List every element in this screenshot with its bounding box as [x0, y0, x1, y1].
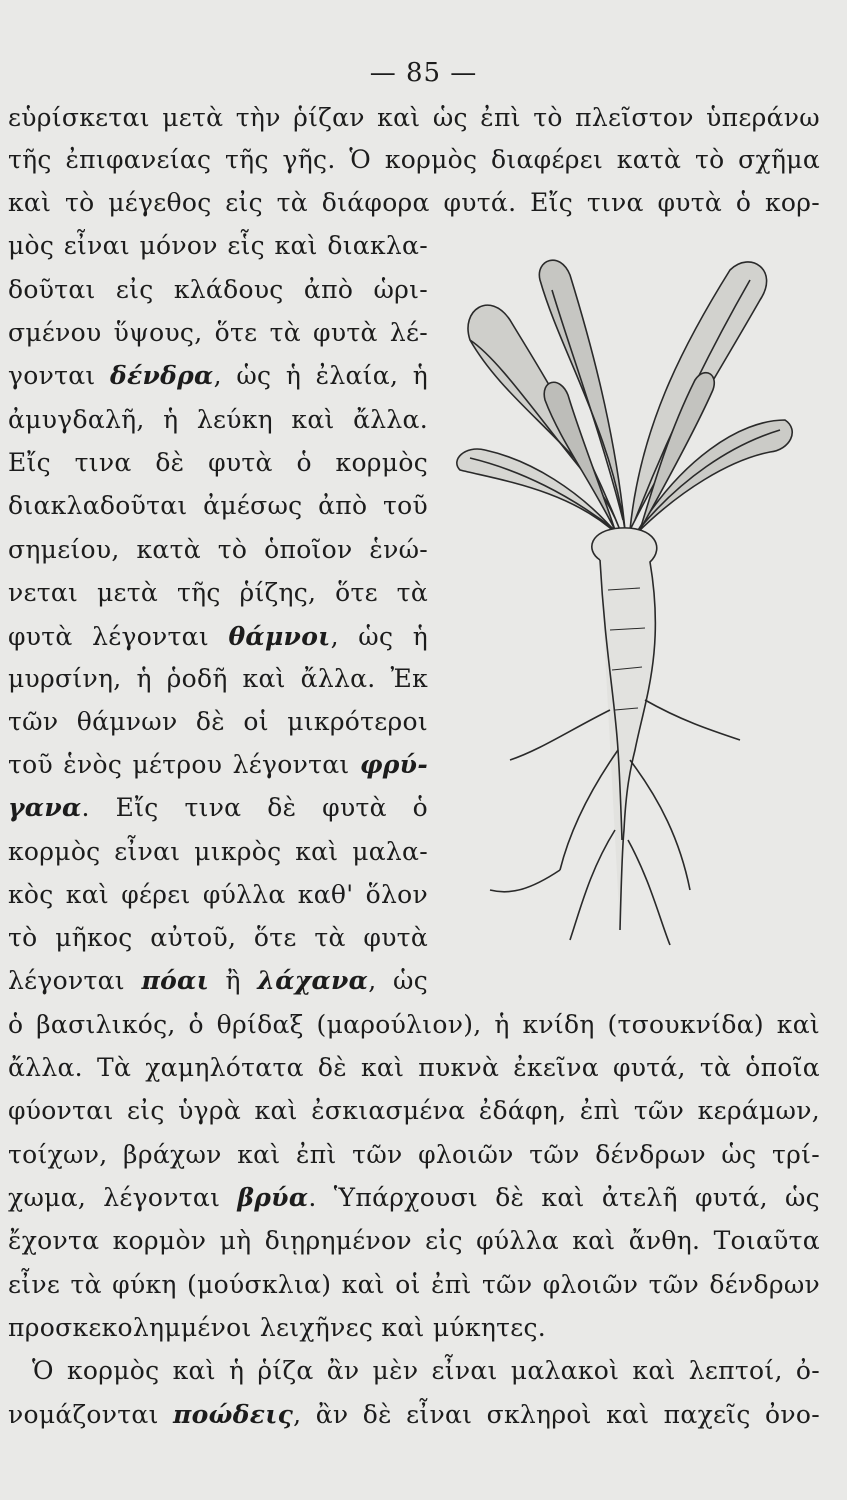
text-segment: τοῦ ἑνὸς μέτρου λέγονται: [8, 750, 360, 779]
text-segment: τῆς ἐπιφανείας τῆς γῆς. Ὁ κορμὸς διαφέρει κατὰ τὸ σχῆμα: [8, 145, 820, 174]
text-line: [8, 318, 428, 348]
text-segment: ἀμυγδαλῆ, ἡ λεύκη καὶ ἄλλα.: [8, 405, 428, 434]
text-segment: λέγονται: [8, 966, 142, 995]
text-line: [8, 793, 428, 823]
emphasized-term: πόαι: [141, 966, 209, 995]
text-segment: εἶνε τὰ φύκη (μούσκλια) καὶ οἱ ἐπὶ τῶν φλοιῶν τῶν δένδρων: [8, 1270, 820, 1299]
text-line: [8, 664, 428, 694]
text-segment: προσκεκολημμένοι λειχῆνες καὶ μύκητες.: [8, 1313, 547, 1342]
text-segment: κὸς καὶ φέρει φύλλα καθ' ὅλον: [8, 880, 428, 909]
text-line: [8, 1140, 820, 1170]
emphasized-term: θάμνοι: [228, 622, 331, 651]
emphasized-term: φρύ-: [359, 750, 428, 779]
text-line: [8, 405, 428, 435]
emphasized-term: ποώδεις: [173, 1400, 294, 1429]
text-line: [8, 837, 428, 867]
text-segment: ὁ βασιλικός, ὁ θρίδαξ (μαρούλιον), ἡ κνίδη (τσουκνίδα) καὶ: [8, 1010, 820, 1039]
text-line: [8, 880, 428, 910]
text-segment: νομάζονται: [8, 1400, 174, 1429]
text-segment: ἔχοντα κορμὸν μὴ διῃρημένον εἰς φύλλα καὶ ἄνθη. Τοιαῦτα: [8, 1226, 820, 1255]
text-segment: σμένου ὕψους, ὅτε τὰ φυτὰ λέ-: [8, 318, 428, 347]
text-line: [8, 103, 820, 133]
emphasized-term: λάχανα: [257, 966, 369, 995]
text-segment: . Εἴς τινα δὲ φυτὰ ὁ: [81, 793, 428, 822]
text-line: [8, 1313, 820, 1343]
text-line: [8, 750, 428, 780]
text-segment: ἢ: [208, 966, 258, 995]
text-segment: τῶν θάμνων δὲ οἱ μικρότεροι: [8, 707, 428, 736]
text-segment: , ὡς ἡ ἐλαία, ἡ: [213, 361, 428, 390]
text-segment: Ὁ κορμὸς καὶ ἡ ῥίζα ἂν μὲν εἶναι μαλακοὶ καὶ λεπτοί, ὀ-: [32, 1356, 820, 1385]
text-line: [8, 923, 428, 953]
text-segment: κορμὸς εἶναι μικρὸς καὶ μαλα-: [8, 837, 428, 866]
text-line: [8, 1356, 820, 1386]
text-line: [8, 188, 820, 218]
text-line: [8, 1183, 820, 1213]
text-segment: , ὡς: [368, 966, 429, 995]
text-segment: μυρσίνη, ἡ ῥοδῆ καὶ ἄλλα. Ἐκ: [8, 664, 428, 693]
text-line: [8, 1053, 820, 1083]
text-line: [8, 707, 428, 737]
text-line: [8, 275, 428, 305]
text-segment: διακλαδοῦται ἀμέσως ἀπὸ τοῦ: [8, 491, 428, 520]
text-segment: φυτὰ λέγονται: [8, 622, 229, 651]
text-line: [8, 578, 428, 608]
text-line: [8, 535, 428, 565]
text-line: [8, 966, 428, 996]
text-segment: δοῦται εἰς κλάδους ἀπὸ ὡρι-: [8, 275, 428, 304]
text-line: [8, 448, 428, 478]
text-segment: εὑρίσκεται μετὰ τὴν ῥίζαν καὶ ὡς ἐπὶ τὸ πλεῖστον ὑπεράνω: [8, 103, 820, 132]
text-line: [8, 361, 428, 391]
text-line: [8, 1226, 820, 1256]
text-segment: σημείου, κατὰ τὸ ὁποῖον ἑνώ-: [8, 535, 428, 564]
text-segment: τὸ μῆκος αὐτοῦ, ὅτε τὰ φυτὰ: [8, 923, 428, 952]
text-line: [8, 231, 428, 261]
text-segment: χωμα, λέγονται: [8, 1183, 238, 1212]
emphasized-term: γανα: [8, 793, 82, 822]
text-segment: φύονται εἰς ὑγρὰ καὶ ἐσκιασμένα ἐδάφη, ἐπὶ τῶν κεράμων,: [8, 1096, 820, 1125]
emphasized-term: βρύα: [237, 1183, 309, 1212]
text-segment: . Ὑπάρχουσι δὲ καὶ ἀτελῆ φυτά, ὡς: [308, 1183, 820, 1212]
text-line: [8, 622, 428, 652]
page-number: — 85 —: [369, 58, 478, 88]
radish-plant-illustration: [440, 230, 800, 950]
text-segment: , ἂν δὲ εἶναι σκληροὶ καὶ παχεῖς ὀνο-: [293, 1400, 820, 1429]
text-line: [8, 491, 428, 521]
text-line: [8, 145, 820, 175]
text-segment: γονται: [8, 361, 111, 390]
text-line: [8, 1400, 820, 1430]
text-segment: καὶ τὸ μέγεθος εἰς τὰ διάφορα φυτά. Εἴς τινα φυτὰ ὁ κορ-: [8, 188, 820, 217]
text-segment: Εἴς τινα δὲ φυτὰ ὁ κορμὸς: [8, 448, 428, 477]
text-line: [8, 1270, 820, 1300]
emphasized-term: δένδρα: [110, 361, 214, 390]
text-line: [8, 1010, 820, 1040]
text-segment: μὸς εἶναι μόνον εἷς καὶ διακλα-: [8, 231, 428, 260]
text-segment: ἄλλα. Τὰ χαμηλότατα δὲ καὶ πυκνὰ ἐκεῖνα φυτά, τὰ ὁποῖα: [8, 1053, 820, 1082]
text-segment: νεται μετὰ τῆς ῥίζης, ὅτε τὰ: [8, 578, 428, 607]
text-segment: , ὡς ἡ: [330, 622, 428, 651]
text-line: [8, 1096, 820, 1126]
text-segment: τοίχων, βράχων καὶ ἐπὶ τῶν φλοιῶν τῶν δένδρων ὡς τρί-: [8, 1140, 820, 1169]
